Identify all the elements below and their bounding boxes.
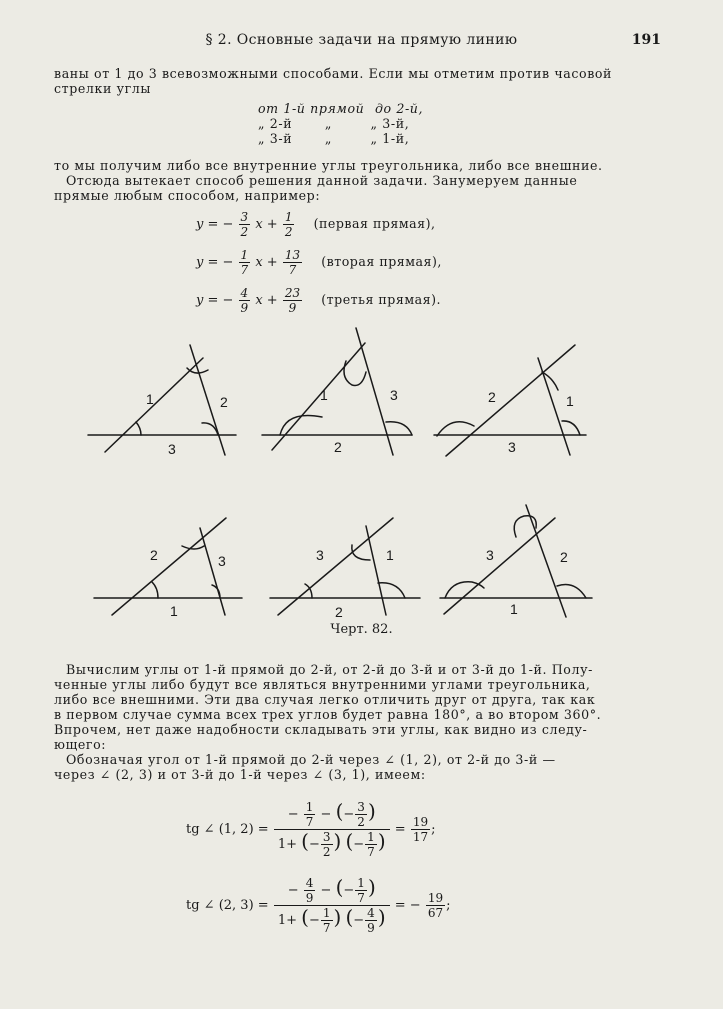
fig5-label-top: 3 [316,547,324,563]
eq3-b-den: 9 [283,300,302,315]
order-row-3-m: „ [324,131,332,146]
f1-den-a [321,830,333,859]
eq1-label: (первая прямая), [313,216,436,231]
f1-num-b-d: 2 [357,815,365,829]
f2-end: ; [446,898,451,913]
f1-result-den: 17 [412,830,429,844]
eq1-lhs: y = − [196,217,234,232]
eq2-b-num: 13 [284,248,301,262]
f1-num-minus: − [287,807,299,822]
fig2-label-bottom: 2 [334,439,342,455]
figure-5-lines [270,518,420,615]
eq3-mid: x + [255,293,278,308]
f1-end: ; [431,822,436,837]
order-row-1-b: до 2-й, [374,101,424,116]
eq2-label: (вторая прямая), [321,254,442,269]
eq2-k-num: 1 [240,248,249,262]
f2-num-minus: − [287,883,299,898]
f2-result [426,891,445,920]
f1-numerator: − $\frac{1}{7}$ − (− $\frac{3}{2}$ ) [287,799,376,829]
order-row-2-m: „ [324,116,332,131]
figure-1-lines [88,345,236,455]
fig1-label-top: 1 [146,391,154,407]
f2-num-b-d: 7 [357,891,365,905]
fig6-label-top: 3 [486,547,494,563]
f1-big-fraction [274,800,390,859]
f2-result-num: 19 [427,891,444,905]
f2-num-a-n: 4 [305,876,314,890]
order-row-1-a: от 1-й прямой [258,101,365,116]
f1-num-b [355,800,367,829]
f2-den-b [365,906,377,935]
para1-line-1: то мы получим либо все внутренние углы треугольника, либо все внешние. [54,158,603,173]
eq1-mid: x + [255,217,278,232]
fig2-label-right: 3 [390,387,398,403]
fig4-label-right: 3 [218,553,226,569]
fig5-label-bottom: 2 [335,604,343,620]
f2-num-sep: − [320,883,332,898]
f1-denominator: 1+ (− $\frac{3}{2}$ ) (− $\frac{1}{7}$ ) [274,829,390,859]
f1-lhs: tg ∠ (1, 2) = [186,822,269,837]
para2-line-2: ченные углы либо будут все являться внутренними углами треугольника, [54,677,591,692]
f2-den-a [321,906,333,935]
order-row-3-a: „ 3-й [258,131,293,146]
f1-num-a [304,800,316,829]
f2-big-fraction [274,876,390,935]
formula-tg-12 [186,800,435,859]
eq2-lhs: y = − [196,255,234,270]
eq1-b-num: 1 [284,210,293,224]
eq2-k-den: 7 [240,263,249,277]
f1-result [411,815,430,844]
fig6-label-right: 2 [560,549,568,565]
fig6-label-bottom: 1 [510,601,518,617]
para1-line-3: прямые любым способом, например: [54,188,321,203]
f2-den-one: 1+ [277,913,297,928]
f1-num-a-d: 7 [305,815,314,829]
eq1-k-num: 3 [240,210,249,224]
f1-num-sep: − [320,807,332,822]
f2-num-a-d: 9 [305,891,314,905]
f2-denominator: 1+ (− $\frac{1}{7}$ ) (− $\frac{4}{9}$ ) [274,905,390,935]
para2-line-6: ющего: [54,737,107,752]
f2-num-b-n: 1 [357,876,365,890]
f1-num-a-n: 1 [305,800,314,814]
eq1-b-den: 2 [284,225,293,239]
running-title: § 2. Основные задачи на прямую линию [205,32,518,48]
f1-num-b-n: 3 [357,800,365,814]
eq3-lhs: y = − [196,293,234,308]
f2-num-b [355,876,367,905]
f2-equals: = − [394,898,421,913]
fig4-label-bottom: 1 [170,603,178,619]
f1-den-b [365,830,377,859]
f2-result-den: 67 [427,906,444,920]
para2-line-3: либо все внешними. Эти два случая легко отличить друг от друга, так как [54,692,596,707]
fig4-label-top: 2 [150,547,158,563]
eq3-b-num: 23 [284,286,301,300]
para2-line-4: в первом случае сумма всех трех углов будет равна 180°, а во втором 360°. [54,707,602,722]
page-number: 191 [631,32,661,48]
eq1-k-den: 2 [240,225,249,239]
f1-equals: = [394,822,406,837]
f1-result-num: 19 [412,815,429,829]
fig5-label-right: 1 [386,547,394,563]
fig3-label-bottom: 3 [508,439,516,455]
f2-den-b-d: 9 [367,921,375,935]
eq2-mid: x + [255,255,278,270]
eq3-k-den: 9 [240,301,249,315]
f1-den-a-d: 2 [322,845,331,859]
formula-tg-23 [186,876,451,935]
f1-den-a-n: 3 [322,830,331,844]
intro-line-1: ваны от 1 до 3 всевозможными способами. Если мы отметим против часовой [54,66,613,81]
figure-caption: Черт. 82. [330,622,393,637]
intro-line-2: стрелки углы [54,81,152,96]
f2-den-b-n: 4 [367,906,375,920]
fig2-label-top: 1 [320,387,328,403]
f1-den-b-n: 1 [367,830,375,844]
fig1-label-right: 2 [220,394,228,410]
f1-den-b-d: 7 [367,845,375,859]
f2-lhs: tg ∠ (2, 3) = [186,898,269,913]
eq2-b-den: 7 [283,262,302,277]
eq3-label: (третья прямая). [321,292,441,307]
para1-line-2: Отсюда вытекает способ решения данной задачи. Занумеруем данные [66,173,578,188]
f2-den-a-d: 7 [322,921,331,935]
order-row-2-a: „ 2-й [258,116,293,131]
eq3-k-num: 4 [240,286,249,300]
para3-line-1: Обозначая угол от 1-й прямой до 2-й через ∠ (1, 2), от 2-й до 3-й — [66,752,556,767]
para2-line-5: Впрочем, нет даже надобности складывать эти углы, как видно из следу- [54,722,588,737]
order-row-2-b: „ 3-й, [370,116,410,131]
f2-numerator: − $\frac{4}{9}$ − (− $\frac{1}{7}$ ) [287,875,376,905]
f2-den-a-n: 1 [322,906,331,920]
f2-num-a [304,876,316,905]
fig3-label-top: 2 [488,389,496,405]
order-row-3-b: „ 1-й, [370,131,410,146]
fig1-label-bottom: 3 [168,441,176,457]
para2-line-1: Вычислим углы от 1-й прямой до 2-й, от 2-й до 3-й и от 3-й до 1-й. Полу- [66,662,593,677]
f1-den-one: 1+ [277,837,297,852]
fig3-label-right: 1 [566,393,574,409]
para3-line-2: через ∠ (2, 3) и от 3-й до 1-й через ∠ (3, 1), имеем: [54,767,426,782]
